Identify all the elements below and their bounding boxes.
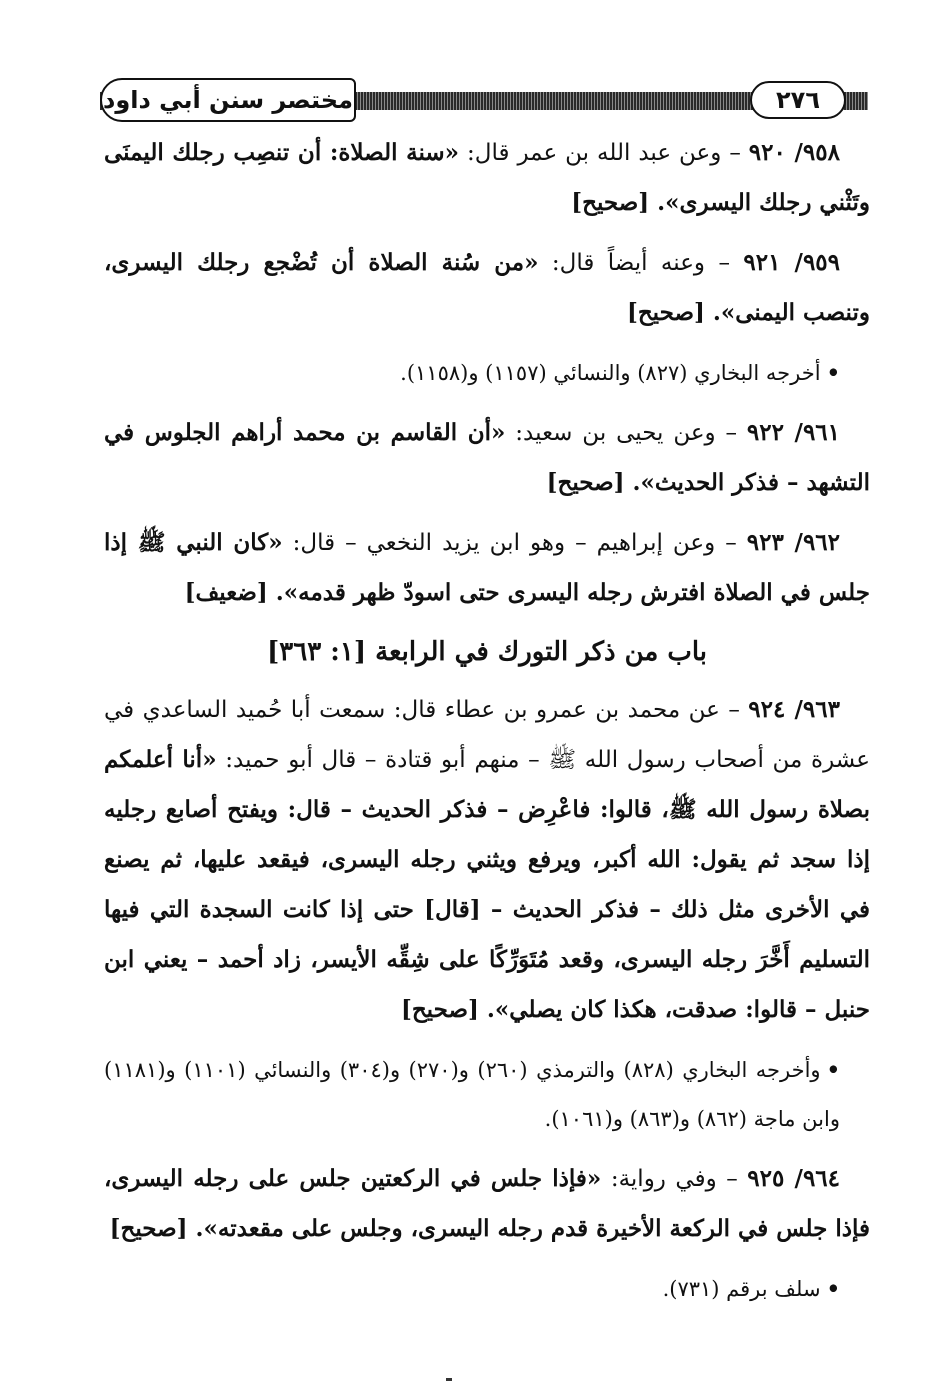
takhrij-text: سلف برقم (٧٣١). xyxy=(662,1277,821,1301)
hadith-text: «كان النبي ﷺ إذا جلس في الصلاة افترش رجله اليسرى حتى اسودّ ظهر قدمه» xyxy=(104,529,870,606)
book-title: مختصر سنن أبي داود xyxy=(103,86,353,114)
hadith-intro: – وعنه أيضاً قال: xyxy=(538,250,744,276)
hadith-intro: – وعن يحيى بن سعيد: xyxy=(505,420,747,446)
hadith-962 xyxy=(104,518,870,618)
hadith-grade: . [صحيح] xyxy=(109,1215,204,1242)
takhrij-text: أخرجه البخاري (٨٢٧) والنسائي (١١٥٧) و(١١٥٨). xyxy=(400,361,821,385)
hadith-text: «أن القاسم بن محمد أراهم الجلوس في التشهد – xyxy=(104,419,870,496)
hadith-number: ٩٦٣/ ٩٢٤ xyxy=(748,696,840,723)
bullet-icon: • xyxy=(826,1057,841,1082)
hadith-grade: . [صحيح] xyxy=(571,189,666,216)
header-title-box xyxy=(100,78,356,122)
hadith-text: «سنة الصلاة: أن تنصِب رجلك اليمنَى وتَثْني رجلك اليسرى» xyxy=(104,139,870,216)
chapter-heading: باب من ذكر التورك في الرابعة [١: ٣٦٣] xyxy=(266,637,708,667)
takhrij-note-3 xyxy=(104,1264,870,1314)
page-footer-mark xyxy=(446,1378,452,1381)
hadith-grade: . [صحيح] xyxy=(626,299,721,326)
hadith-text: «أنا أعلمكم بصلاة رسول الله ﷺ، قالوا: فاعْرِض – فذكر الحديث – قال: ويفتح أصابع رجليه إذا سجد ثم يقول: الله أكبر، ويرفع ويثني رجله اليسرى، فيقعد عليها، ثم يصنع في الأخرى مثل ذلك – فذكر الحديث – [قال] حتى إذا كانت السجدة التي فيها التسليم أَخَّرَ رجله اليسرى، وقعد مُتَوَرِّكًا على شِقِّه الأيسر، زاد أحمد – يعني ابن حنبل – قالوا: صدقت، هكذا كان يصلي» xyxy=(104,746,870,1023)
hadith-958 xyxy=(104,128,870,228)
hadith-number: ٩٥٩/ ٩٢١ xyxy=(743,249,840,276)
page-body xyxy=(104,128,870,1324)
hadith-intro: – وعن إبراهيم – وهو ابن يزيد النخعي – قال: xyxy=(282,530,747,556)
hadith-number: ٩٦٢/ ٩٢٣ xyxy=(746,529,840,556)
hadith-grade: . [صحيح] xyxy=(546,469,641,496)
hadith-intro: – وفي رواية: xyxy=(601,1166,748,1192)
bullet-icon: • xyxy=(826,1276,840,1301)
hadith-number: ٩٦٤/ ٩٢٥ xyxy=(747,1165,840,1192)
page-number-box xyxy=(750,81,846,119)
page-header xyxy=(100,78,868,124)
hadith-961 xyxy=(104,408,870,508)
hadith-959 xyxy=(104,238,870,338)
bullet-icon: • xyxy=(826,360,840,385)
hadith-text: «فإذا جلس في الركعتين جلس على رجله اليسرى، فإذا جلس في الركعة الأخيرة قدم رجله اليسرى، وجلس على مقعدته» xyxy=(104,1165,870,1242)
takhrij-note-1 xyxy=(104,348,870,398)
hadith-grade: . [ضعيف] xyxy=(184,579,284,606)
takhrij-note-2 xyxy=(104,1045,870,1144)
hadith-intro: – عن محمد بن عمرو بن عطاء قال: سمعت أبا حُميد الساعدي في عشرة من أصحاب رسول الله ﷺ – منهم أبو قتادة – قال أبو حميد: xyxy=(104,697,870,773)
hadith-964 xyxy=(104,1154,870,1254)
hadith-intro: – وعن عبد الله بن عمر قال: xyxy=(459,140,749,166)
hadith-963 xyxy=(104,685,870,1035)
hadith-grade: . [صحيح] xyxy=(400,996,495,1023)
hadith-number: ٩٦١/ ٩٢٢ xyxy=(746,419,840,446)
hadith-number: ٩٥٨/ ٩٢٠ xyxy=(748,139,840,166)
hadith-text: «من سُنة الصلاة أن تُضْجع رجلك اليسرى، وتنصب اليمنى» xyxy=(104,249,870,326)
page-number: ٢٧٦ xyxy=(776,86,820,114)
hadith-text-tail: فذكر الحديث» xyxy=(640,469,787,496)
takhrij-text: وأخرجه البخاري (٨٢٨) والترمذي (٢٦٠) و(٢٧٠) و(٣٠٤) والنسائي (١١٠١) و(١١٨١) وابن ماجة (٨٦٢) و(٨٦٣) و(١٠٦١). xyxy=(104,1058,840,1131)
